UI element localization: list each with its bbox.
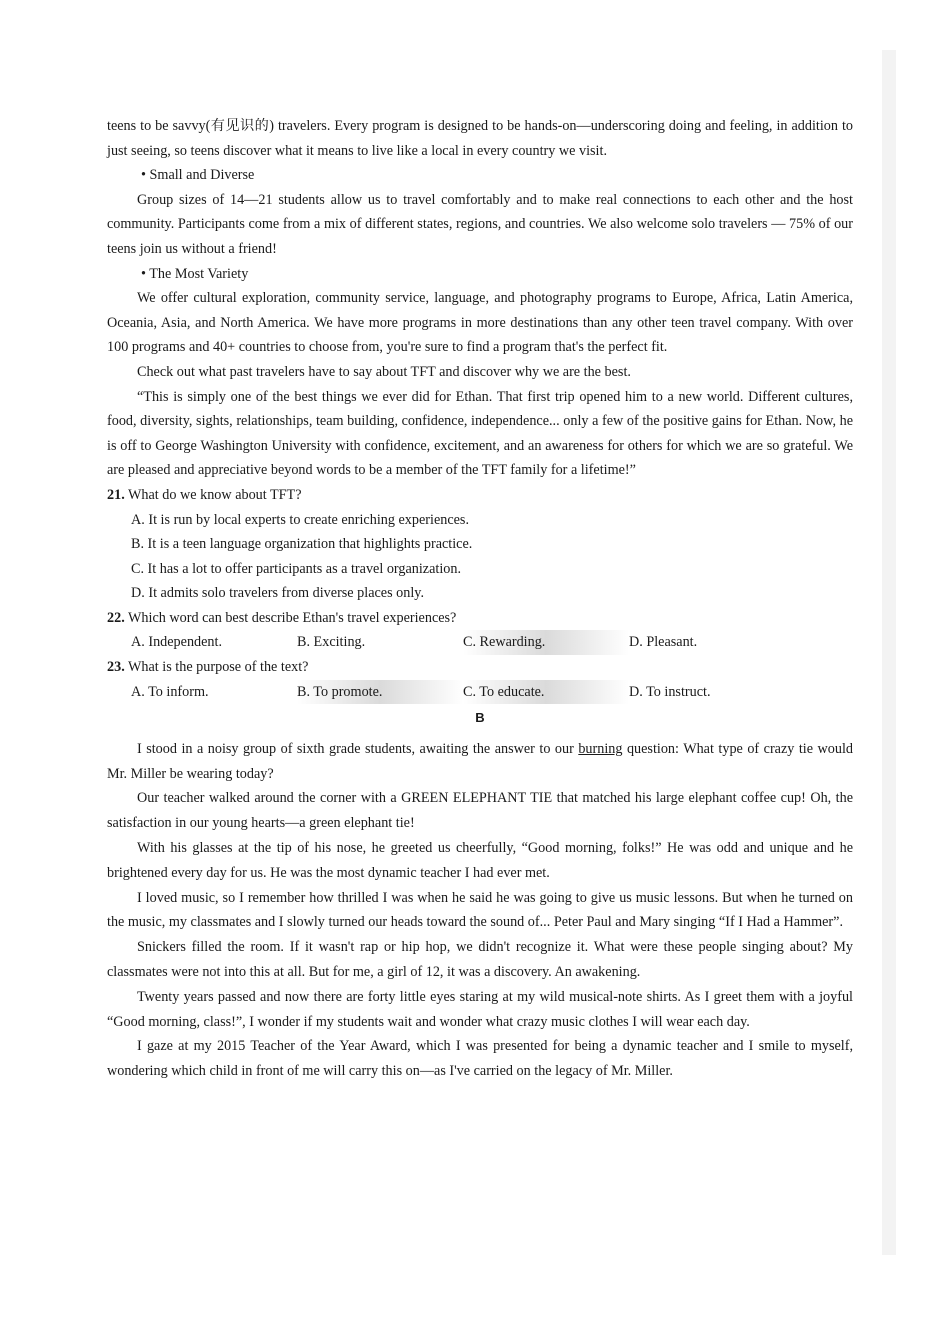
passage-b-paragraph-1 xyxy=(107,737,853,787)
question-21-option-a[interactable]: A. It is run by local experts to create enriching experiences. xyxy=(131,511,469,528)
passage-b xyxy=(107,737,853,1084)
page-edge-shadow xyxy=(882,50,896,1255)
passage-a-paragraph-1: teens to be savvy(有见识的) travelers. Every program is designed to be hands-on—underscoring doing and feeling, in addition to just seeing, so teens discover what it means to live like a local in every country we visit. xyxy=(107,118,853,159)
question-22 xyxy=(107,606,853,631)
question-21-option-d[interactable]: D. It admits solo travelers from diverse places only. xyxy=(131,585,424,602)
heading-small-and-diverse: • Small and Diverse xyxy=(141,167,255,184)
question-23-option-b[interactable]: B. To promote. xyxy=(297,680,463,705)
passage-b-p1-end: question: What type of crazy tie would Mr. Miller be wearing today? xyxy=(107,740,853,782)
question-22-option-d[interactable]: D. Pleasant. xyxy=(629,634,698,651)
exam-page xyxy=(107,114,853,1084)
passage-b-paragraph-4: I loved music, so I remember how thrilled I was when he said he was going to give us music lessons. But when he turned on the music, my classmates and I slowly turned our heads toward the sound of... Peter Paul and Mary singing “If I Had a Hammer”. xyxy=(107,889,853,931)
question-21-text: What do we know about TFT? xyxy=(124,486,302,503)
question-21-option-c[interactable]: C. It has a lot to offer participants as a travel organization. xyxy=(131,560,462,577)
passage-a-paragraph-4: Check out what past travelers have to say about TFT and discover why we are the best. xyxy=(137,363,631,380)
passage-a-paragraph-3: We offer cultural exploration, community service, language, and photography programs to Europe, Africa, Latin America, Oceania, Asia, and North America. We have more programs in more destinations than any other teen travel company. With over 100 programs and 40+ countries to choose from, you're sure to find a program that's the perfect fit. xyxy=(107,290,853,356)
question-22-text: Which word can best describe Ethan's travel experiences? xyxy=(124,609,457,626)
underlined-word-burning: burning xyxy=(578,740,623,757)
question-21-option-b[interactable]: B. It is a teen language organization that highlights practice. xyxy=(131,536,473,553)
passage-a-paragraph-2: Group sizes of 14—21 students allow us to travel comfortably and to make real connections to each other and the host community. Participants come from a mix of different states, regions, and countries. We also welcome solo travelers — 75% of our teens join us without a friend! xyxy=(107,191,853,257)
question-23-number: 23. xyxy=(107,659,125,676)
question-23-text: What is the purpose of the text? xyxy=(124,659,309,676)
passage-b-p1-start: I stood in a noisy group of sixth grade students, awaiting the answer to our xyxy=(137,740,579,757)
question-22-option-a[interactable]: A. Independent. xyxy=(131,634,223,651)
passage-b-paragraph-5: Snickers filled the room. If it wasn't rap or hip hop, we didn't recognize it. What were these people singing about? My classmates were not into this at all. But for me, a girl of 12, it was a discovery. An awakening. xyxy=(107,939,853,981)
question-22-options xyxy=(107,630,853,655)
question-23 xyxy=(107,655,853,680)
passage-b-paragraph-2: Our teacher walked around the corner with a GREEN ELEPHANT TIE that matched his large elephant coffee cup! Oh, the satisfaction in our young hearts—a green elephant tie! xyxy=(107,790,853,832)
question-23-option-a[interactable]: A. To inform. xyxy=(131,683,209,700)
question-21-number: 21. xyxy=(107,486,125,503)
passage-b-paragraph-6: Twenty years passed and now there are forty little eyes staring at my wild musical-note shirts. As I greet them with a joyful “Good morning, class!”, I wonder if my students wait and wonder what crazy music clothes I will wear each day. xyxy=(107,988,853,1030)
question-22-option-b[interactable]: B. Exciting. xyxy=(297,634,366,651)
question-23-options xyxy=(107,680,853,705)
question-23-option-d[interactable]: D. To instruct. xyxy=(629,683,711,700)
heading-most-variety: • The Most Variety xyxy=(141,265,249,282)
passage-b-paragraph-7: I gaze at my 2015 Teacher of the Year Award, which I was presented for being a dynamic teacher and I smile to myself, wondering which child in front of me will carry this on—as I've carried on the legacy of Mr. Miller. xyxy=(107,1038,853,1080)
passage-b-paragraph-3: With his glasses at the tip of his nose, he greeted us cheerfully, “Good morning, folks!” He was odd and unique and he brightened every day for us. He was the most dynamic teacher I had ever met. xyxy=(107,840,853,881)
question-22-number: 22. xyxy=(107,609,125,626)
section-b-label: B xyxy=(475,710,485,726)
question-23-option-c[interactable]: C. To educate. xyxy=(463,680,629,705)
question-22-option-c[interactable]: C. Rewarding. xyxy=(463,630,629,655)
question-21 xyxy=(107,483,853,508)
passage-a-testimonial: “This is simply one of the best things we ever did for Ethan. That first trip opened him to a new world. Different cultures, food, diversity, sights, relationships, team building, confidence, independence... only a few of the positive gains for Ethan. Now, he is off to George Washington University with confidence, excitement, and an awareness for others for which we are so grateful. We are pleased and appreciative beyond words to be a member of the TFT family for a lifetime!” xyxy=(107,388,853,479)
